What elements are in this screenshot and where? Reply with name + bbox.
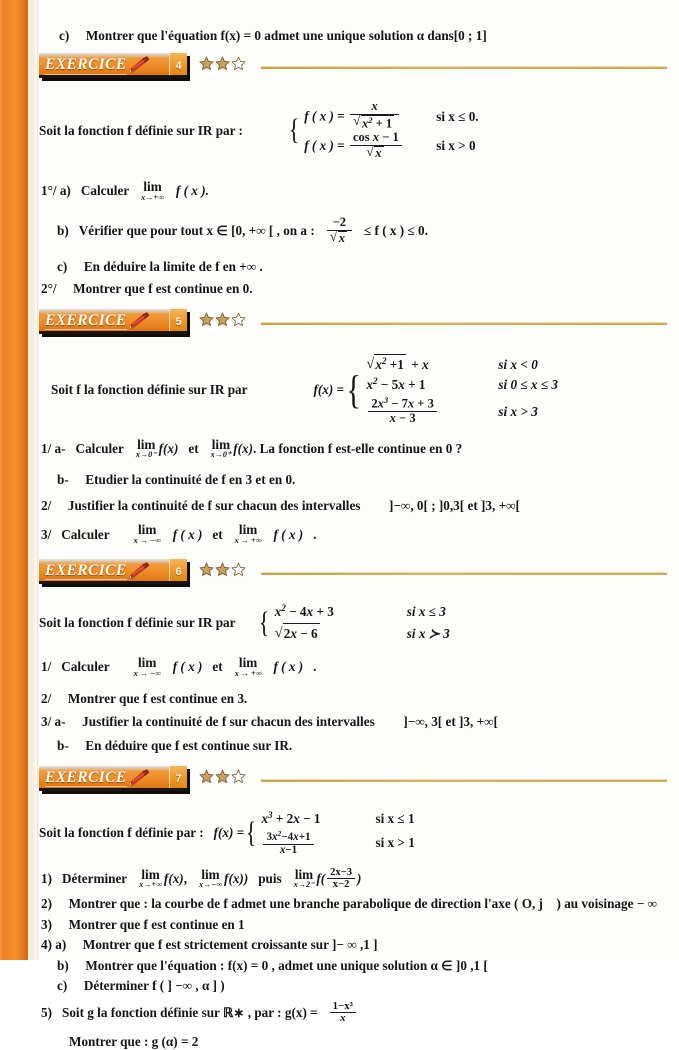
piecewise-condition: si x ≻ 3 [406, 625, 450, 641]
ex4-q1b [39, 216, 679, 245]
conjunction: et [212, 659, 223, 675]
question-tail: . [313, 526, 317, 542]
ex7-q4c [39, 977, 679, 994]
inequality-tail: ≤ f ( x ) ≤ 0. [363, 222, 428, 238]
question-tail: . La fonction f est-elle continue en 0 ? [253, 440, 463, 456]
question-text: Montrer que : g (α) = 2 [69, 1033, 199, 1049]
limit-operator: lim x→2⁻ [293, 866, 315, 890]
fraction: $\frac{2x-3}{x-2}$ [327, 867, 355, 891]
question-number: 1/ a- [41, 440, 66, 456]
question-number: 1/ [41, 659, 52, 675]
exercise-4-intro: Soit la fonction f définie sur IR par : [39, 122, 243, 138]
exercise-6-title: EXERCICE [45, 561, 127, 579]
piecewise-row: $x^2 - 5x + 1$ si 0 ≤ x ≤ 3 [366, 375, 558, 395]
pencil-icon [125, 769, 151, 788]
exercise-4-difficulty-stars [199, 56, 246, 71]
star-filled-icon [215, 769, 230, 784]
fraction: $\frac{\text{1−x³}}{x}$ [330, 1001, 356, 1025]
question-text: Montrer que l'équation : f(x) = 0 , admet une unique solution α ∈ ]0 ,1 [ [85, 957, 488, 973]
exercise-7-piecewise [244, 809, 415, 857]
exercise-6-header [39, 559, 679, 588]
exercise-7-title: EXERCICE [45, 768, 127, 786]
question-number: b) [57, 957, 69, 973]
exercise-5-piecewise [344, 354, 558, 426]
question-number: c) [57, 978, 68, 994]
exercise-5-intro: Soit f la fonction définie sur IR par [51, 382, 248, 398]
content-column [39, 0, 679, 1049]
question-number: 2/ [41, 497, 52, 513]
ex7-q3 [39, 916, 679, 933]
curly-brace: { [288, 114, 300, 147]
exercise-6-difficulty-stars [199, 562, 246, 577]
spine-highlight [0, 0, 4, 960]
ex6-q1: 1/ Calculer lim x → −∞ f ( x ) et lim x → +∞ f ( x ) . [41, 655, 317, 678]
exercise-4-title: EXERCICE [45, 56, 127, 74]
exercise-5-number: 5 [169, 309, 187, 334]
star-filled-icon [199, 562, 214, 577]
top-question-text: Montrer que l'équation f(x) = 0 admet une unique solution α dans[0 ; 1] [85, 28, 487, 43]
exercise-7-definition [39, 809, 679, 857]
limit-operator: lim x → −∞ [133, 522, 161, 545]
question-number: 2/ [41, 690, 52, 706]
ex7-q2 [39, 895, 679, 912]
piecewise-row: f ( x ) = x √ $x^2 + 1$ si x ≤ 0. [304, 100, 478, 131]
question-text: Calculer [80, 183, 130, 199]
fraction: $\frac{3x^2-4x+1}{x-1}$ [263, 830, 313, 857]
ex7-q4b [39, 957, 679, 974]
question-text: Montrer que f est continue en 3. [67, 690, 248, 706]
ex5-q3: 3/ Calculer lim x → −∞ f ( x ) et lim x → +∞ f ( x ) . [41, 522, 317, 545]
exercise-6-intro: Soit la fonction f définie sur IR par [39, 615, 236, 631]
limit-operator: lim x → +∞ [234, 522, 262, 545]
ex7-q5 [39, 1001, 679, 1025]
pencil-icon [125, 56, 151, 75]
ex5-q2 [39, 497, 679, 514]
limit-tail: f ( x ). [175, 183, 209, 199]
ex4-q1c [39, 258, 679, 275]
exercise-7-number: 7 [169, 766, 187, 791]
question-text: Calculer [61, 659, 110, 675]
piecewise-row [261, 830, 414, 857]
question-text: Justifier la continuité de f sur chacun des intervalles [67, 497, 361, 513]
question-number: 3/ a- [41, 714, 66, 730]
star-empty-icon [231, 56, 246, 71]
exercise-5-header [39, 309, 679, 338]
question-text: Montrer que : la courbe de f admet une branche parabolique de direction l'axe ( O, j⃗ ) au voisinage − ∞ [68, 896, 657, 912]
piecewise-row: √ 2x − 6 si x ≻ 3 [275, 623, 450, 644]
limit-operator: lim x → −∞ [133, 655, 161, 678]
limit-operator: lim x→+∞ [141, 179, 164, 202]
piecewise-row: f ( x ) = cos x − 1 √ x si x > 0 [304, 131, 478, 160]
ex4-q2 [39, 280, 679, 297]
spine-cream-strip [28, 0, 37, 960]
question-number: 3/ [41, 526, 52, 542]
exercise-5-rule [261, 322, 667, 325]
ex6-q3b [39, 737, 679, 754]
exercise-5-title: EXERCICE [45, 311, 127, 329]
exercise-5-definition [39, 354, 679, 426]
question-text: Calculer [61, 526, 110, 542]
exercise-7-rule [261, 779, 667, 782]
interval-list: ]−∞, 0[ ; ]0,3[ et ]3, +∞[ [389, 497, 520, 513]
piecewise-row: √ $x^2 +1 + x$ si x < 0 [366, 354, 558, 375]
question-number: 3) [41, 916, 52, 932]
star-filled-icon [199, 56, 214, 71]
question-text: Montrer que f est strictement croissante sur ]− ∞ ,1 ] [82, 937, 378, 953]
fraction: −2 √ x [327, 216, 352, 245]
limit-operator: lim x→0⁻ [135, 436, 157, 460]
piecewise-condition: si x ≤ 0. [436, 109, 479, 125]
question-text: Calculer [75, 440, 124, 456]
question-text: Montrer que f est continue en 0. [73, 280, 253, 296]
question-number: 2°/ [41, 280, 57, 296]
limit-operator: lim x→0⁺ [210, 436, 232, 460]
question-text: Etudier la continuité de f en 3 et en 0. [85, 471, 296, 487]
question-text: Déterminer f ( ] −∞ , α ] ) [83, 978, 225, 994]
ex7-q4a [39, 936, 679, 953]
exercise-4-banner [39, 53, 187, 78]
exercise-7-difficulty-stars [199, 769, 246, 784]
exercise-4-header [39, 53, 679, 82]
ex4-q1a [39, 180, 679, 202]
exercise-6-piecewise [257, 602, 449, 644]
curly-brace: { [259, 606, 270, 639]
function-label: f(x) = [213, 825, 245, 841]
star-filled-icon [215, 312, 230, 327]
limit-operator: lim x→−∞ [199, 866, 223, 890]
top-question-label: c) [59, 28, 70, 43]
top-question-line [39, 0, 679, 44]
question-number: b- [57, 471, 69, 487]
conjunction: puis [258, 870, 282, 886]
exercise-6-rule [261, 572, 667, 575]
piecewise-condition: si x > 1 [375, 834, 415, 850]
star-empty-icon [231, 312, 246, 327]
ex6-q2 [39, 690, 679, 707]
ex7-q1: 1) Déterminer lim x→+∞ f(x) , lim x→−∞ f(x)) puis lim x→2⁻ f( $\frac{2x-3}{x-2}$ ) [41, 866, 362, 891]
limit-operator: lim x→+∞ [139, 866, 162, 890]
ex7-q5-sub [39, 1033, 679, 1050]
star-filled-icon [199, 769, 214, 784]
question-number: 4) a) [41, 937, 67, 953]
exercise-7-banner [39, 766, 187, 791]
star-filled-icon [199, 312, 214, 327]
exercise-6-definition [39, 602, 679, 644]
pencil-icon [125, 562, 151, 581]
question-text: Déterminer [62, 870, 128, 886]
piecewise-condition: si x ≤ 1 [375, 811, 415, 827]
conjunction: et [212, 526, 223, 542]
fraction: $\frac{2x^3 - 7x + 3}{x - 3}$ [368, 396, 436, 426]
exercise-4-number: 4 [169, 53, 187, 78]
function-label: f(x) = [313, 382, 345, 398]
exercise-6-number: 6 [169, 559, 187, 584]
piecewise-row [366, 396, 558, 426]
question-tail: . [313, 659, 317, 675]
question-number: b) [57, 222, 69, 238]
pencil-icon [125, 312, 151, 331]
exercise-4-piecewise [287, 100, 479, 160]
question-number: c) [57, 259, 68, 275]
question-number: 5) [41, 1005, 52, 1021]
exercise-7-header [39, 766, 679, 795]
piecewise-row: $x^3 + 2x - 1$ si x ≤ 1 [261, 809, 414, 829]
piecewise-row: $x^2 - 4x + 3$ si x ≤ 3 [275, 602, 450, 622]
left-orange-spine [0, 0, 28, 960]
exercise-7-intro: Soit la fonction f définie par : [39, 825, 204, 841]
limit-operator: lim x → +∞ [234, 655, 262, 678]
question-text: En déduire que f est continue sur IR. [85, 737, 293, 753]
star-empty-icon [231, 562, 246, 577]
ex5-q1a: 1/ a- Calculer lim x→0⁻ f(x) et lim x→0⁺ f(x) . La fonction f est-elle continue en 0 ? [41, 436, 463, 460]
question-number: b- [57, 737, 69, 753]
exercise-5-banner [39, 309, 187, 334]
star-filled-icon [215, 562, 230, 577]
piecewise-condition: si 0 ≤ x ≤ 3 [498, 377, 558, 393]
interval-list: ]−∞, 3[ et ]3, +∞[ [403, 714, 498, 730]
fraction: x √ $x^2 + 1$ [350, 100, 399, 131]
question-text: Montrer que f est continue en 1 [68, 916, 245, 932]
exercise-6-banner [39, 559, 187, 584]
conjunction: et [188, 440, 199, 456]
question-text: Vérifier que pour tout x ∈ [0, +∞ [ , on a : [78, 222, 315, 238]
question-number: 1) [41, 870, 52, 886]
fraction: cos x − 1 √ x [350, 131, 402, 160]
piecewise-condition: si x > 0 [436, 138, 476, 154]
curly-brace: { [346, 367, 361, 413]
star-filled-icon [215, 56, 230, 71]
ex5-q1b [39, 471, 679, 488]
star-empty-icon [231, 769, 246, 784]
exercise-5-difficulty-stars [199, 312, 246, 327]
question-number: 2) [41, 896, 52, 912]
exercise-4-definition [39, 100, 679, 160]
piecewise-condition: si x < 0 [498, 357, 538, 373]
exercise-4-rule [261, 66, 667, 69]
ex6-q3a [39, 713, 679, 730]
question-text: Justifier la continuité de f sur chacun des intervalles [82, 714, 375, 730]
question-text: En déduire la limite de f en +∞ . [83, 259, 263, 275]
question-text: Soit g la fonction définie sur ℝ∗ , par : g(x) = [62, 1005, 318, 1021]
piecewise-condition: si x ≤ 3 [406, 604, 446, 620]
question-number: 1°/ a) [41, 183, 71, 199]
curly-brace: { [245, 816, 257, 849]
piecewise-condition: si x > 3 [498, 403, 538, 419]
